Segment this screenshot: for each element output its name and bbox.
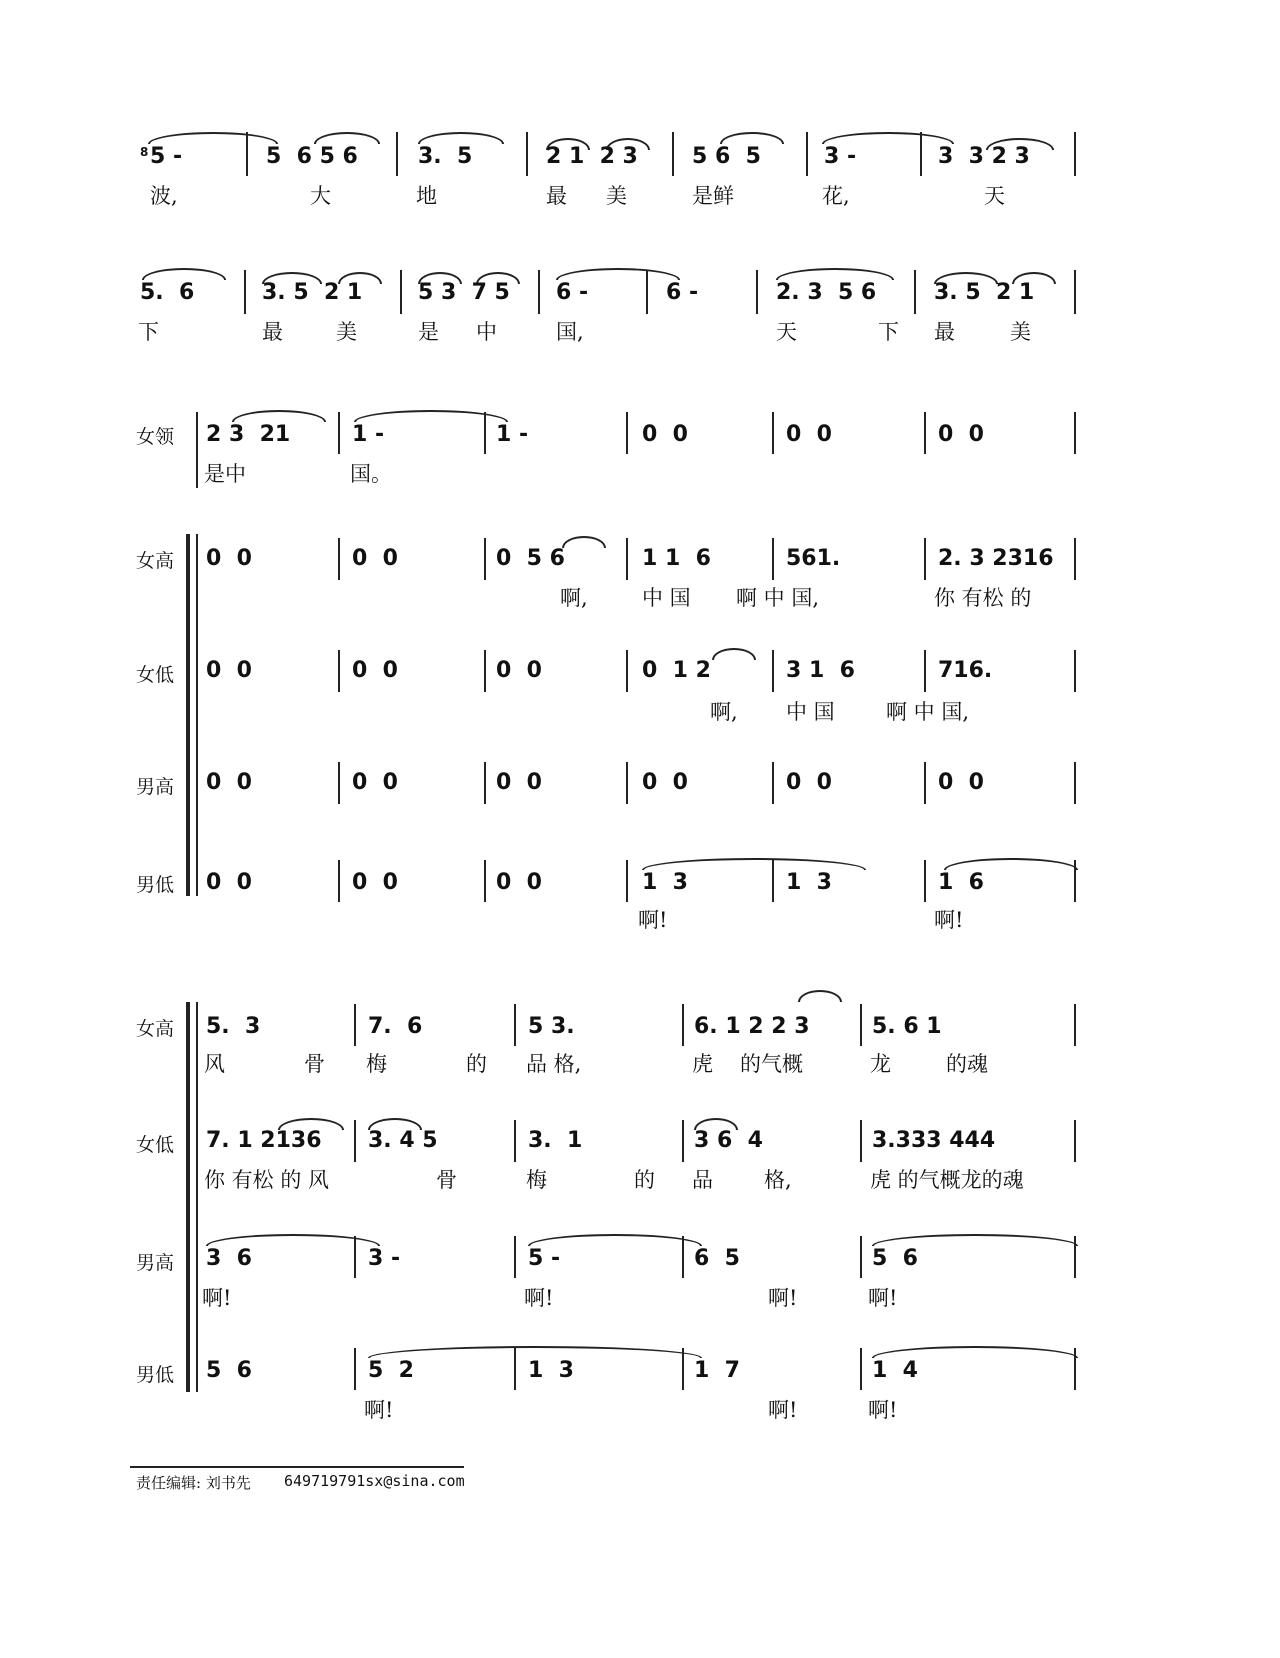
measure-notes: 6 5	[694, 1246, 740, 1271]
slur	[798, 990, 842, 1002]
measure-notes: 5 6 5 6	[266, 144, 358, 169]
barline	[1074, 762, 1076, 804]
barline	[860, 1236, 862, 1278]
measure-notes: 0 0	[206, 658, 252, 683]
measure-notes: 5 -	[150, 144, 183, 169]
measure-notes: 0 0	[206, 546, 252, 571]
slur	[148, 132, 278, 144]
barline	[626, 762, 628, 804]
measure-notes: 2. 3 5 6	[776, 280, 877, 305]
lyric: 啊!	[364, 1398, 394, 1422]
measure-notes: 5 2	[368, 1358, 414, 1383]
barline	[484, 650, 486, 692]
measure-notes: 0 0	[352, 870, 398, 895]
slur	[720, 132, 784, 144]
lyric: 龙	[870, 1052, 891, 1076]
measure-notes: 3 -	[368, 1246, 401, 1271]
barline	[514, 1004, 516, 1046]
lyric: 美	[1010, 320, 1031, 344]
barline	[772, 650, 774, 692]
measure-notes: 3.333 444	[872, 1128, 996, 1153]
barline	[1074, 650, 1076, 692]
measure-notes: 0 0	[938, 770, 984, 795]
barline	[924, 860, 926, 902]
barline	[1074, 1004, 1076, 1046]
lyric: 啊!	[934, 908, 964, 932]
lyric: 是鲜	[692, 184, 734, 208]
lyric: 是中	[204, 462, 246, 486]
part-label-nvdi: 女低	[136, 1134, 175, 1156]
barline	[514, 1236, 516, 1278]
slur	[562, 536, 606, 548]
part-label-nvgao: 女高	[136, 550, 175, 572]
editor-email: 649719791sx@sina.com	[284, 1472, 465, 1490]
lyric: 国。	[350, 462, 392, 486]
barline	[484, 538, 486, 580]
barline	[772, 412, 774, 454]
lyric: 骨	[436, 1168, 457, 1192]
lyric: 美	[336, 320, 357, 344]
barline	[914, 270, 916, 314]
lyric: 你 有松 的	[934, 586, 1032, 610]
barline	[484, 860, 486, 902]
measure-notes: 0 0	[352, 658, 398, 683]
editor-credit: 责任编辑: 刘书先	[136, 1474, 251, 1492]
lyric: 啊!	[768, 1286, 798, 1310]
barline	[354, 1004, 356, 1046]
lyric: 波,	[150, 184, 178, 208]
barline	[1074, 538, 1076, 580]
lyric: 中	[476, 320, 497, 344]
slur	[642, 858, 866, 870]
measure-notes: 6. 1 2 2 3	[694, 1014, 810, 1039]
measure-notes: 7. 1 2136	[206, 1128, 322, 1153]
measure-notes: 3 -	[824, 144, 857, 169]
lyric: 花,	[822, 184, 850, 208]
lyric: 风	[204, 1052, 225, 1076]
slur	[944, 858, 1078, 870]
measure-notes: 3 6 4	[694, 1128, 763, 1153]
slur	[368, 1346, 702, 1358]
part-label-nvdi: 女低	[136, 664, 175, 686]
barline	[354, 1120, 356, 1162]
lyric: 下	[878, 320, 899, 344]
measure-notes: 0 0	[642, 422, 688, 447]
slur	[712, 648, 756, 660]
barline	[338, 412, 340, 454]
part-label-nangao: 男高	[136, 776, 175, 798]
lyric: 你 有松 的 风	[204, 1168, 330, 1192]
barline	[672, 132, 674, 176]
barline	[924, 412, 926, 454]
lyric: 啊!	[524, 1286, 554, 1310]
measure-notes: 3 1 6	[786, 658, 855, 683]
lyric: 啊 中 国,	[886, 700, 970, 724]
measure-notes: 3. 5 2 1	[934, 280, 1035, 305]
barline	[354, 1348, 356, 1390]
measure-notes: 1 1 6	[642, 546, 711, 571]
measure-notes: 5. 6	[140, 280, 195, 305]
lyric: 啊!	[768, 1398, 798, 1422]
part-label-nvling: 女领	[136, 426, 175, 448]
measure-notes: 0 0	[496, 658, 542, 683]
system-barline	[196, 534, 198, 896]
measure-notes: 6 -	[666, 280, 699, 305]
measure-notes: 0 0	[642, 770, 688, 795]
lyric: 最	[546, 184, 567, 208]
barline	[538, 270, 540, 314]
barline	[682, 1004, 684, 1046]
barline	[924, 762, 926, 804]
part-label-nandi: 男低	[136, 1364, 175, 1386]
lyric: 品	[692, 1168, 713, 1192]
barline	[1074, 132, 1076, 176]
lyric: 啊,	[560, 586, 588, 610]
lyric: 地	[416, 184, 437, 208]
lyric: 大	[310, 184, 331, 208]
barline	[860, 1004, 862, 1046]
measure-notes: 0 0	[496, 770, 542, 795]
measure-notes: 2. 3 2316	[938, 546, 1054, 571]
barline	[1074, 270, 1076, 314]
lyric: 中 国	[642, 586, 691, 610]
lyric: 是	[418, 320, 439, 344]
measure-notes: 0 0	[786, 770, 832, 795]
slur	[418, 132, 504, 144]
lyric: 啊!	[868, 1286, 898, 1310]
octave-mark: 8	[140, 145, 149, 159]
measure-notes: 3. 1	[528, 1128, 583, 1153]
barline	[626, 860, 628, 902]
barline	[484, 762, 486, 804]
lyric: 的气概	[740, 1052, 803, 1076]
lyric: 品 格,	[526, 1052, 582, 1076]
barline	[400, 270, 402, 314]
measure-notes: 5 -	[528, 1246, 561, 1271]
measure-notes: 0 0	[352, 770, 398, 795]
slur	[314, 132, 380, 144]
barline	[196, 412, 198, 488]
lyric: 啊 中 国,	[736, 586, 820, 610]
barline	[244, 270, 246, 314]
measure-notes: 5 6 5	[692, 144, 761, 169]
measure-notes: 0 0	[786, 422, 832, 447]
measure-notes: 1 3	[786, 870, 832, 895]
measure-notes: 3. 5 2 1	[262, 280, 363, 305]
choir-brace	[186, 534, 190, 896]
measure-notes: 716.	[938, 658, 993, 683]
measure-notes: 0 0	[352, 546, 398, 571]
slur	[142, 268, 226, 280]
lyric: 的	[466, 1052, 487, 1076]
lyric: 骨	[304, 1052, 325, 1076]
lyric: 啊,	[710, 700, 738, 724]
measure-notes: 5 6	[872, 1246, 918, 1271]
barline	[396, 132, 398, 176]
measure-notes: 0 0	[206, 870, 252, 895]
slur	[232, 410, 326, 422]
measure-notes: 2 1 2 3	[546, 144, 638, 169]
lyric: 中 国	[786, 700, 835, 724]
measure-notes: 0 0	[938, 422, 984, 447]
lyric: 美	[606, 184, 627, 208]
measure-notes: 3 3 2 3	[938, 144, 1030, 169]
measure-notes: 5 6	[206, 1358, 252, 1383]
part-label-nandi: 男低	[136, 874, 175, 896]
lyric: 最	[262, 320, 283, 344]
barline	[338, 650, 340, 692]
lyric: 天	[984, 184, 1005, 208]
barline	[626, 538, 628, 580]
measure-notes: 1 3	[642, 870, 688, 895]
barline	[514, 1120, 516, 1162]
measure-notes: 7. 6	[368, 1014, 423, 1039]
slur	[872, 1234, 1078, 1246]
barline	[806, 132, 808, 176]
measure-notes: 5 3 7 5	[418, 280, 510, 305]
barline	[924, 538, 926, 580]
lyric: 梅	[526, 1168, 547, 1192]
lyric: 啊!	[868, 1398, 898, 1422]
measure-notes: 0 0	[206, 770, 252, 795]
measure-notes: 1 6	[938, 870, 984, 895]
measure-notes: 0 0	[496, 870, 542, 895]
lyric: 虎	[692, 1052, 713, 1076]
part-label-nangao: 男高	[136, 1252, 175, 1274]
barline	[626, 650, 628, 692]
measure-notes: 3. 4 5	[368, 1128, 438, 1153]
lyric: 虎 的气概龙的魂	[870, 1168, 1024, 1192]
barline	[924, 650, 926, 692]
measure-notes: 1 7	[694, 1358, 740, 1383]
slur	[822, 132, 954, 144]
measure-notes: 1 4	[872, 1358, 918, 1383]
lyric: 格,	[764, 1168, 792, 1192]
barline	[1074, 412, 1076, 454]
lyric: 最	[934, 320, 955, 344]
measure-notes: 2 3 21	[206, 422, 291, 447]
slur	[776, 268, 894, 280]
lyric: 啊!	[202, 1286, 232, 1310]
barline	[682, 1120, 684, 1162]
measure-notes: 5. 3	[206, 1014, 261, 1039]
barline	[860, 1348, 862, 1390]
measure-notes: 561.	[786, 546, 841, 571]
barline	[772, 538, 774, 580]
measure-notes: 0 1 2	[642, 658, 711, 683]
footer-rule	[130, 1466, 464, 1468]
lyric: 下	[138, 320, 159, 344]
lyric: 的魂	[946, 1052, 988, 1076]
barline	[338, 538, 340, 580]
measure-notes: 1 3	[528, 1358, 574, 1383]
slur	[556, 268, 680, 280]
barline	[756, 270, 758, 314]
slur	[872, 1346, 1078, 1358]
barline	[860, 1120, 862, 1162]
measure-notes: 1 -	[352, 422, 385, 447]
barline	[526, 132, 528, 176]
measure-notes: 5 3.	[528, 1014, 575, 1039]
measure-notes: 3 6	[206, 1246, 252, 1271]
choir-brace	[186, 1002, 190, 1392]
lyric: 的	[634, 1168, 655, 1192]
part-label-nvgao: 女高	[136, 1018, 175, 1040]
measure-notes: 5. 6 1	[872, 1014, 942, 1039]
measure-notes: 6 -	[556, 280, 589, 305]
barline	[338, 860, 340, 902]
lyric: 天	[776, 320, 797, 344]
measure-notes: 1 -	[496, 422, 529, 447]
system-barline	[196, 1002, 198, 1392]
barline	[626, 412, 628, 454]
lyric: 国,	[556, 320, 584, 344]
barline	[1074, 1120, 1076, 1162]
lyric: 梅	[366, 1052, 387, 1076]
slur	[528, 1234, 702, 1246]
measure-notes: 3. 5	[418, 144, 473, 169]
lyric: 啊!	[638, 908, 668, 932]
measure-notes: 0 5 6	[496, 546, 565, 571]
barline	[772, 762, 774, 804]
barline	[338, 762, 340, 804]
